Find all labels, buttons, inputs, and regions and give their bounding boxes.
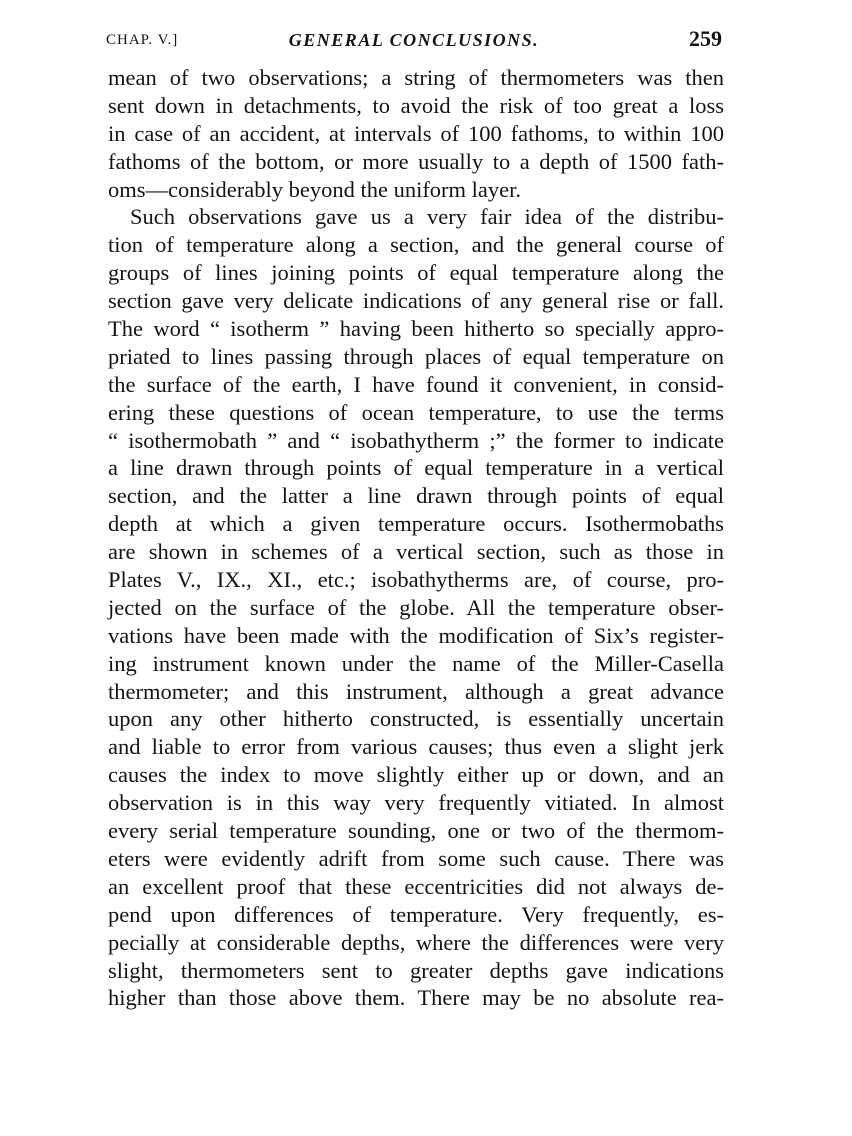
- text-line: The word “ isotherm ” having been hitherto so specially appro-: [108, 316, 724, 342]
- paragraph-start-line: Such observations gave us a very fair idea of the distribu-: [130, 204, 724, 230]
- text-line: tion of temperature along a section, and the general course of: [108, 232, 724, 258]
- text-line: every serial temperature sounding, one or two of the thermom-: [108, 818, 724, 844]
- text-line: section, and the latter a line drawn through points of equal: [108, 483, 724, 509]
- text-line: depth at which a given temperature occurs. Isothermobaths: [108, 511, 724, 537]
- text-line: the surface of the earth, I have found it convenient, in consid-: [108, 371, 724, 397]
- text-line: fathoms of the bottom, or more usually to a depth of 1500 fath-: [108, 148, 724, 174]
- text-line: in case of an accident, at intervals of 100 fathoms, to within 100: [108, 120, 724, 146]
- text-line: and liable to error from various causes; thus even a slight jerk: [108, 734, 724, 760]
- text-line: a line drawn through points of equal temperature in a vertical: [108, 455, 724, 481]
- text-line: slight, thermometers sent to greater depths gave indications: [108, 957, 724, 983]
- text-line: ing instrument known under the name of the Miller-Casella: [108, 650, 724, 676]
- text-line: higher than those above them. There may be no absolute rea-: [108, 985, 724, 1011]
- text-line: vations have been made with the modification of Six’s register-: [108, 622, 724, 648]
- text-line: “ isothermobath ” and “ isobathytherm ;” the former to indicate: [108, 427, 724, 453]
- running-head: [106, 24, 722, 56]
- text-line: an excellent proof that these eccentricities did not always de-: [108, 873, 724, 899]
- text-line: sent down in detachments, to avoid the risk of too great a loss: [108, 92, 724, 118]
- text-line: causes the index to move slightly either up or down, and an: [108, 762, 724, 788]
- running-title: GENERAL CONCLUSIONS.: [288, 30, 540, 50]
- text-line: observation is in this way very frequently vitiated. In almost: [108, 790, 724, 816]
- text-line: priated to lines passing through places of equal temperature on: [108, 343, 724, 369]
- text-line: upon any other hitherto constructed, is essentially uncertain: [108, 706, 724, 732]
- paragraph-end-line: oms—considerably beyond the uniform layer.: [108, 176, 522, 202]
- text-line: thermometer; and this instrument, although a great advance: [108, 678, 724, 704]
- text-line: pecially at considerable depths, where the differences were very: [108, 929, 724, 955]
- chapter-label: CHAP. V.]: [106, 32, 179, 48]
- text-line: groups of lines joining points of equal temperature along the: [108, 260, 724, 286]
- text-line: eters were evidently adrift from some such cause. There was: [108, 845, 724, 871]
- text-line: mean of two observations; a string of thermometers was then: [108, 65, 724, 90]
- page-number: 259: [689, 26, 722, 51]
- text-line: are shown in schemes of a vertical section, such as those in: [108, 539, 724, 565]
- text-line: pend upon differences of temperature. Very frequently, es-: [108, 901, 724, 927]
- text-line: section gave very delicate indications of any general rise or fall.: [108, 288, 724, 314]
- text-line: ering these questions of ocean temperature, to use the terms: [108, 399, 724, 425]
- body-text: [108, 64, 724, 1012]
- text-line: jected on the surface of the globe. All the temperature obser-: [108, 594, 724, 620]
- text-line: Plates V., IX., XI., etc.; isobathytherms are, of course, pro-: [108, 567, 724, 593]
